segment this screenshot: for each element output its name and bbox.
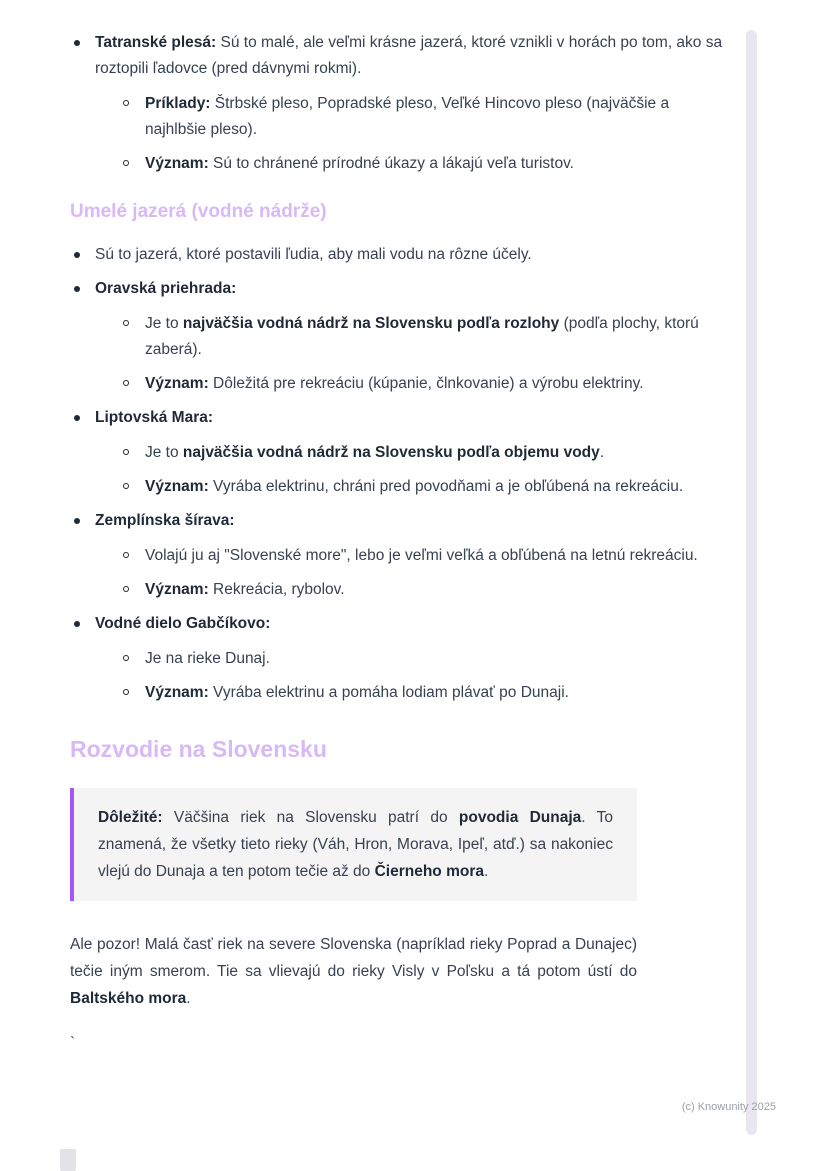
- list-item-text: Oravská priehrada:: [95, 280, 237, 297]
- lakes-artificial-list: [70, 242, 730, 706]
- bullet-icon: [74, 518, 80, 524]
- list-item-vyznam: [119, 474, 730, 500]
- callout-text: Dôležité: Väčšina riek na Slovensku patrí do povodia Dunaja. To znamená, že všetky tieto rieky (Váh, Hron, Morava, Ipeľ, atď.) sa nakoniec vlejú do Dunaja a ten potom tečie až do Čierneho mora.: [98, 809, 614, 880]
- bullet-icon: [74, 415, 80, 421]
- list-item-vyznam: [119, 577, 730, 603]
- gabcikovo-sublist: [119, 646, 730, 706]
- list-item-vyznam: [119, 371, 730, 397]
- paragraph-ale-pozor: Ale pozor! Malá časť riek na severe Slovenska (napríklad rieky Poprad a Dunajec) tečie iným smerom. Tie sa vlievajú do rieky Visly v Poľsku a tá potom ústí do Baltského mora.: [70, 936, 637, 1007]
- callout-important: [70, 788, 637, 901]
- section-heading-rozvodie: Rozvodie na Slovensku: [70, 736, 327, 762]
- circle-bullet-icon: [123, 320, 129, 326]
- circle-bullet-icon: [123, 160, 129, 166]
- bullet-icon: [74, 621, 80, 627]
- circle-bullet-icon: [123, 483, 129, 489]
- list-item-detail: [119, 646, 730, 672]
- circle-bullet-icon: [123, 100, 129, 106]
- stray-backtick: `: [70, 1035, 76, 1052]
- list-item-text: Význam: Dôležitá pre rekreáciu (kúpanie, člnkovanie) a výrobu elektriny.: [145, 375, 644, 392]
- bullet-icon: [74, 286, 80, 292]
- list-item-tatranske-plesa: [70, 30, 730, 177]
- list-item-text: Význam: Rekreácia, rybolov.: [145, 581, 345, 598]
- list-item-text: Zemplínska šírava:: [95, 512, 235, 529]
- list-item-liptovska-mara: [70, 405, 730, 500]
- next-page-fragment: [60, 1149, 76, 1171]
- tatranske-sublist: [119, 91, 730, 177]
- circle-bullet-icon: [123, 552, 129, 558]
- oravska-sublist: [119, 311, 730, 397]
- scrollbar-thumb[interactable]: [746, 30, 757, 1135]
- list-item-vyznam: [119, 680, 730, 706]
- bullet-icon: [74, 252, 80, 258]
- circle-bullet-icon: [123, 655, 129, 661]
- list-item-text: Je na rieke Dunaj.: [145, 650, 270, 667]
- list-item-text: Tatranské plesá: Sú to malé, ale veľmi krásne jazerá, ktoré vznikli v horách po tom, ako sa roztopili ľadovce (pred dávnymi rokmi).: [95, 34, 723, 77]
- lakes-natural-list: [70, 30, 730, 177]
- circle-bullet-icon: [123, 380, 129, 386]
- document-content: [70, 30, 730, 1054]
- list-item-priklady: [119, 91, 730, 143]
- list-item-detail: [119, 440, 730, 466]
- list-item-text: Význam: Sú to chránené prírodné úkazy a lákajú veľa turistov.: [145, 155, 574, 172]
- list-item-text: Sú to jazerá, ktoré postavili ľudia, aby mali vodu na rôzne účely.: [95, 246, 532, 263]
- list-item-text: Vodné dielo Gabčíkovo:: [95, 615, 271, 632]
- circle-bullet-icon: [123, 689, 129, 695]
- list-item-text: Význam: Vyrába elektrinu, chráni pred povodňami a je obľúbená na rekreáciu.: [145, 478, 684, 495]
- footer-copyright: (c) Knowunity 2025: [681, 1101, 776, 1113]
- circle-bullet-icon: [123, 586, 129, 592]
- list-item-text: Je to najväčšia vodná nádrž na Slovensku podľa rozlohy (podľa plochy, ktorú zaberá).: [145, 315, 699, 358]
- list-item-text: Liptovská Mara:: [95, 409, 214, 426]
- list-item-text: Volajú ju aj "Slovenské more", lebo je veľmi veľká a obľúbená na letnú rekreáciu.: [145, 547, 698, 564]
- list-item-intro: [70, 242, 730, 268]
- list-item-detail: [119, 311, 730, 363]
- list-item-text: Je to najväčšia vodná nádrž na Slovensku podľa objemu vody.: [145, 444, 605, 461]
- list-item-text: Význam: Vyrába elektrinu a pomáha lodiam plávať po Dunaji.: [145, 684, 569, 701]
- list-item-zemplinska-sirava: [70, 508, 730, 603]
- list-item-text: Príklady: Štrbské pleso, Popradské pleso, Veľké Hincovo pleso (najväčšie a najhlbšie pleso).: [145, 95, 670, 138]
- zemplinska-sublist: [119, 543, 730, 603]
- section-heading-umele-jazera: Umelé jazerá (vodné nádrže): [70, 201, 327, 222]
- list-item-vyznam: [119, 151, 730, 177]
- circle-bullet-icon: [123, 449, 129, 455]
- list-item-detail: [119, 543, 730, 569]
- bullet-icon: [74, 40, 80, 46]
- liptovska-sublist: [119, 440, 730, 500]
- list-item-gabcikovo: [70, 611, 730, 706]
- list-item-oravska-priehrada: [70, 276, 730, 397]
